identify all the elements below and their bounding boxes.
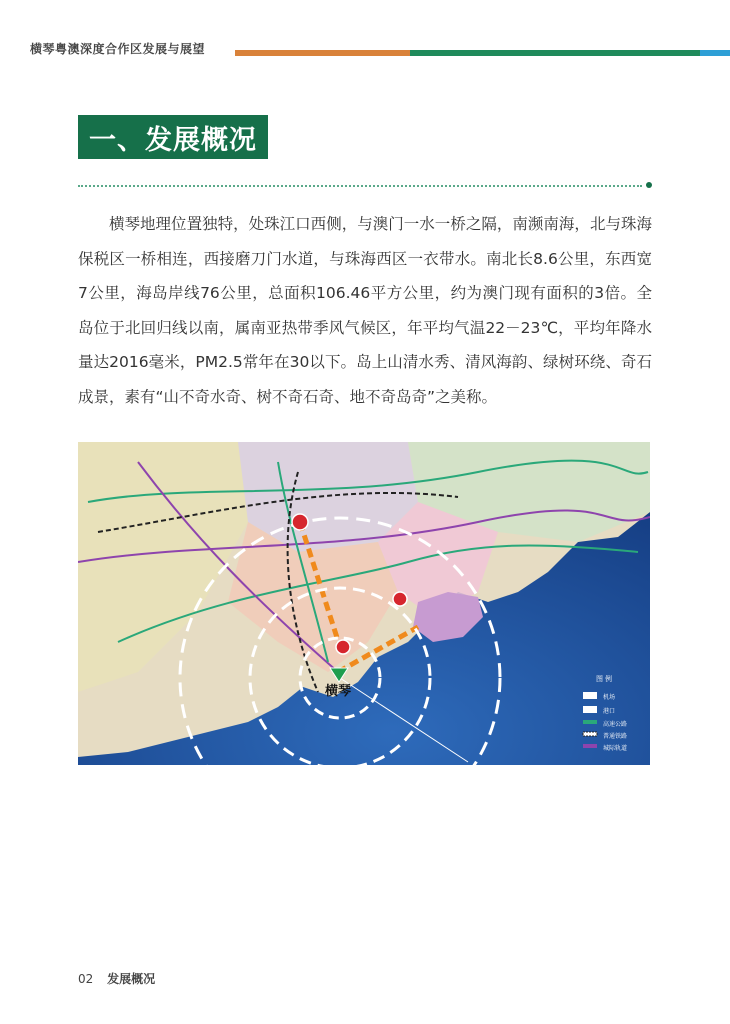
city-marker-guangzhou <box>292 514 308 530</box>
page-number: 02 <box>78 972 94 986</box>
regional-map <box>78 442 650 765</box>
hengqin-label: 横琴 <box>325 683 352 698</box>
city-marker-shenzhen <box>393 592 407 606</box>
header-bar-green <box>410 50 700 56</box>
regional-map-figure <box>78 442 650 765</box>
header-bar-blue <box>700 50 730 56</box>
body-paragraph: 横琴地理位置独特，处珠江口西侧，与澳门一水一桥之隔，南濒南海，北与珠海保税区一桥相连，西接磨刀门水道，与珠海西区一衣带水。南北长8.6公里，东西宽7公里，海岛岸线76公里，总面积106.46平方公里，约为澳门现有面积的3倍。全岛位于北回归线以南，属南亚热带季风气候区，年平均气温22－23℃，平均年降水量达2016毫米，PM2.5常年在30以下。岛上山清水秀、清风海韵、绿树环绕、奇石成景，素有“山不奇水奇、树不奇石奇、地不奇岛奇”之美称。 <box>78 215 652 406</box>
section-heading: 一、发展概况 <box>78 115 268 159</box>
legend-title: 图 例 <box>596 676 612 683</box>
legend-item: 机场 <box>603 695 616 701</box>
header-title: 横琴粤澳深度合作区发展与展望 <box>30 42 206 56</box>
legend-item: 城际轨道 <box>603 746 628 752</box>
page-footer <box>78 970 155 987</box>
city-marker-zhuhai <box>336 640 350 654</box>
divider-dot <box>646 182 652 188</box>
header-bar-orange <box>235 50 410 56</box>
footer-label: 发展概况 <box>107 972 156 986</box>
section-divider <box>78 185 642 187</box>
legend-item: 港口 <box>603 709 616 715</box>
legend-item: 普通铁路 <box>603 734 628 740</box>
legend-item: 高速公路 <box>603 722 628 728</box>
